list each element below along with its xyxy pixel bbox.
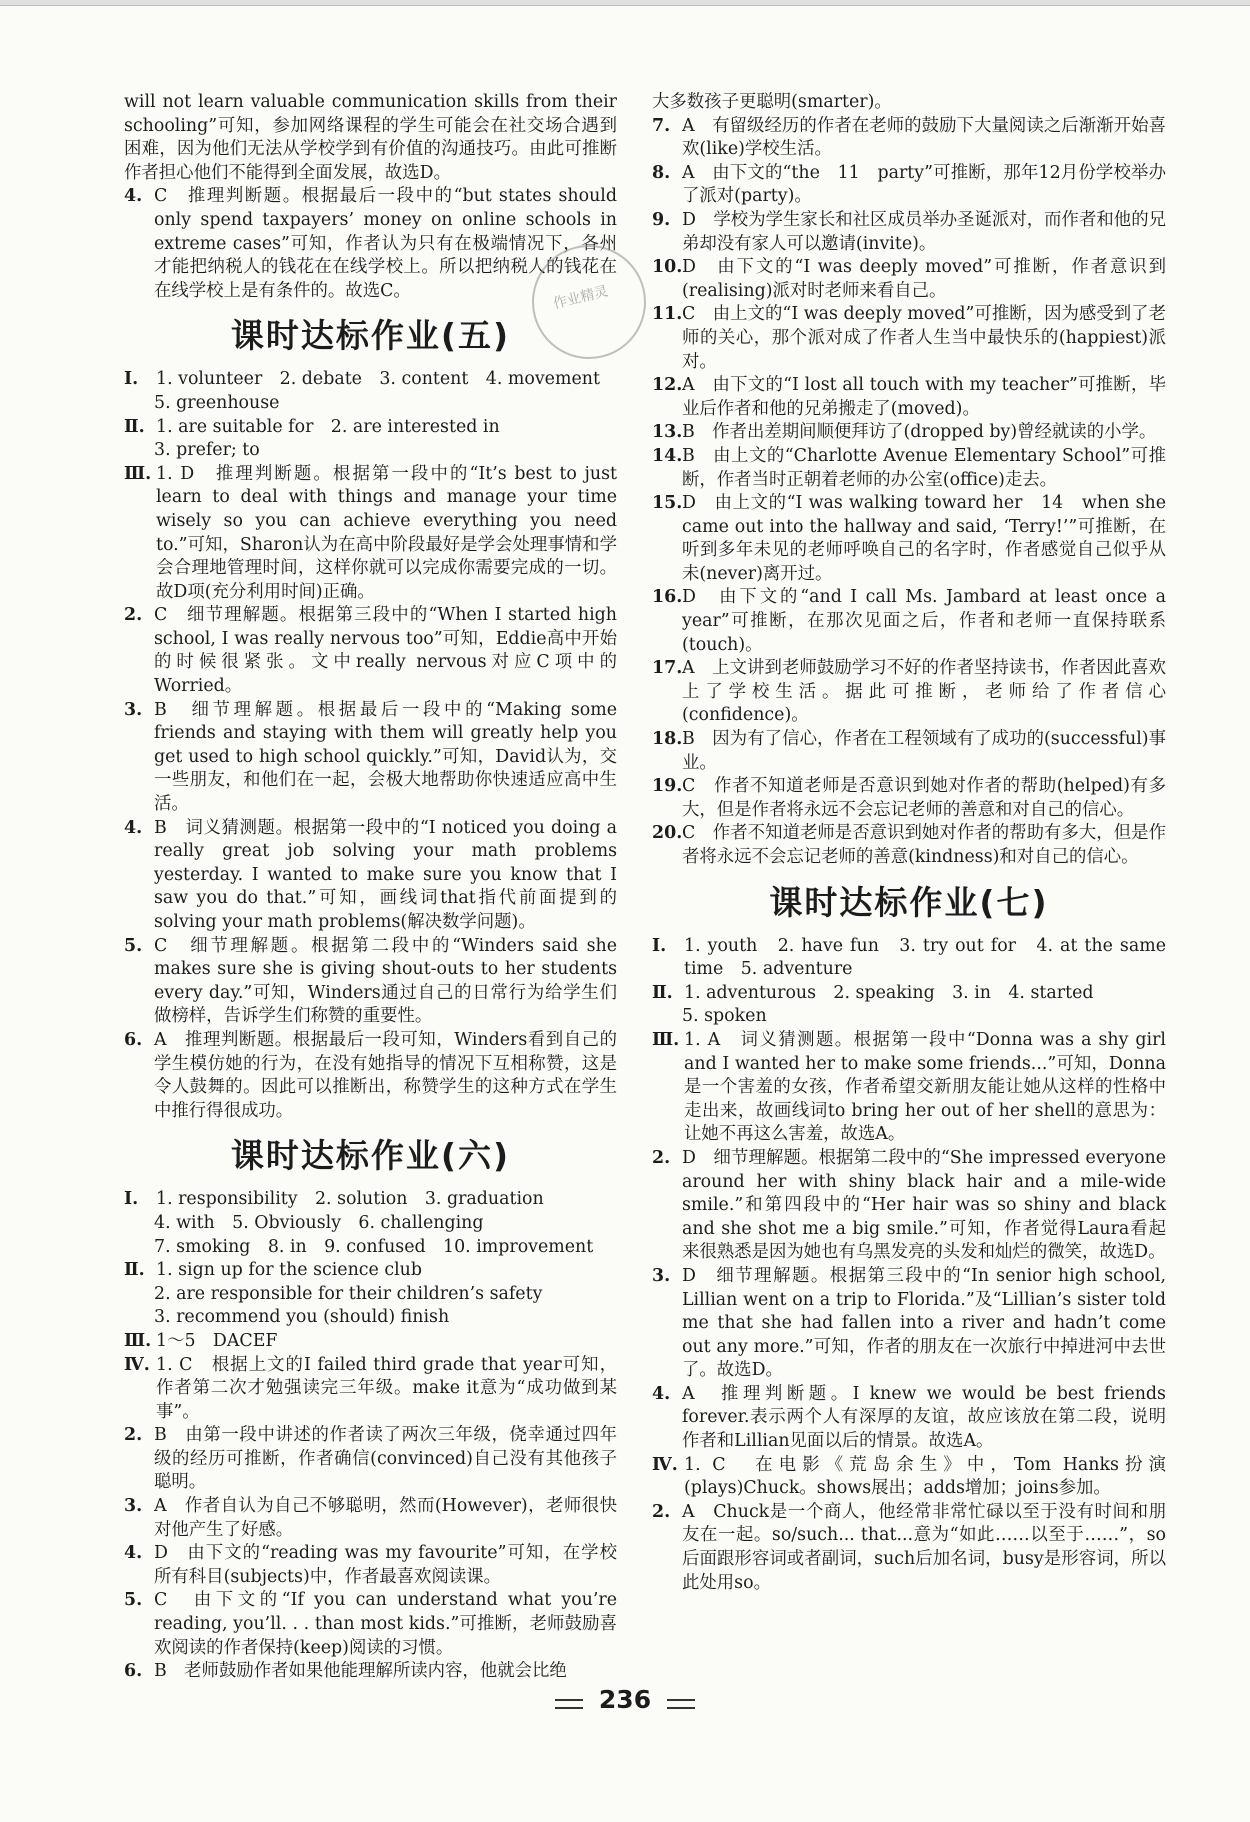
item-text: B 老师鼓励作者如果他能理解所读内容，他就会比绝: [154, 1661, 567, 1682]
answer-item: [652, 775, 1166, 822]
item-text: 1～5 DACEF: [156, 1330, 278, 1351]
item-text: A 推理判断题。根据最后一段可知，Winders看到自己的学生模仿她的行为，在没有她指导的情况下互相称赞，这是令人鼓舞的。因此可以推断出，称赞学生的这种方式在学生中推行得很成功。: [154, 1029, 617, 1121]
item-text: B 因为有了信心，作者在工程领域有了成功的(successful)事业。: [682, 729, 1166, 773]
section-part: [124, 368, 617, 392]
answer-item: [652, 1265, 1166, 1383]
section-part: [652, 982, 1166, 1006]
item-text: C 细节理解题。根据第三段中的“When I started high school, I was really nervous too”可知，Eddie高中开始的时候很紧张。文中really nervous对应C项中的Worried。: [154, 605, 617, 697]
item-text: B 作者出差期间顺便拜访了(dropped by)曾经就读的小学。: [682, 422, 1157, 443]
item-text: C 推理判断题。根据最后一段中的“but states should only spend taxpayers’ money on online schools in extreme cases”可知，作者认为只有在极端情况下，各州才能把纳税人的钱花在在线学校上。所以把纳税人的钱花在在线学校上是有条件的。故选C。: [154, 186, 617, 301]
item-text: 1. sign up for the science club: [156, 1260, 422, 1281]
continued-text: 大多数孩子更聪明(smarter)。: [652, 92, 892, 112]
answer-line: 5. spoken: [682, 1006, 767, 1027]
answer-item: [124, 935, 617, 1029]
item-text: D 由下文的“I was deeply moved”可推断，作者意识到(realising)派对时老师来看自己。: [682, 257, 1166, 301]
answer-item: [124, 1495, 617, 1542]
section-heading: 课时达标作业(七): [769, 882, 1049, 922]
answer-item: [652, 822, 1166, 869]
item-number: 10.: [652, 257, 683, 278]
item-number: 7.: [652, 115, 671, 136]
item-text: C 由上文的“I was deeply moved”可推断，因为感受到了老师的关心，那个派对成了作者人生当中最快乐的(happiest)派对。: [682, 304, 1166, 372]
item-number: Ⅱ.: [124, 416, 145, 437]
item-number: 17.: [652, 658, 683, 679]
item-text: B 词义猜测题。根据第一段中的“I noticed you doing a really great job solving your math problems yesterday. I wanted to make sure you know that I saw you do that.”可知，画线词that指代前面提到的solving your math problems(解决数学问题)。: [154, 817, 617, 932]
item-number: Ⅳ.: [652, 1454, 678, 1475]
item-number: 4.: [652, 1383, 671, 1404]
item-text: 1. volunteer 2. debate 3. content 4. movement: [156, 369, 600, 390]
footer-rule-right: [667, 1699, 695, 1709]
answer-item: [124, 1589, 617, 1660]
item-text: A 由下文的“I lost all touch with my teacher”可推断，毕业后作者和他的兄弟搬走了(moved)。: [682, 375, 1166, 419]
item-number: Ⅱ.: [652, 982, 673, 1003]
page-number: 236: [598, 1685, 652, 1714]
answer-item: [124, 1660, 617, 1684]
item-text: 1. adventurous 2. speaking 3. in 4. started: [684, 982, 1094, 1003]
item-number: 4.: [124, 1543, 143, 1564]
item-number: 4.: [124, 817, 143, 838]
item-number: 2.: [124, 1425, 143, 1446]
item-number: Ⅲ.: [124, 1330, 152, 1351]
item-number: Ⅰ.: [652, 935, 667, 956]
item-text: 1. are suitable for 2. are interested in: [156, 416, 500, 437]
item-text: A 有留级经历的作者在老师的鼓励下大量阅读之后渐渐开始喜欢(like)学校生活。: [682, 115, 1166, 160]
section-part: [652, 935, 1166, 982]
answer-item: [124, 817, 617, 935]
item-text: D 细节理解题。根据第二段中的“She impressed everyone around her with shiny black hair and a mile-wide smile.”和第四段中的“Her hair was so shiny and black and she shot me a big smile.”可知，作者觉得Laura看起来很熟悉是因为她也有乌黑发亮的头发和灿烂的微笑，故选D。: [682, 1147, 1166, 1263]
item-text: 1. D 推理判断题。根据第一段中的“It’s best to just learn to deal with things and manage your time wisely so you can achieve everything you need to.”可知，Sharon认为在高中阶段最好是学会处理事情和学会合理地管理时间，这样你就可以完成你需要完成的一切。故D项(充分利用时间)正确。: [156, 463, 617, 602]
item-number: Ⅲ.: [124, 463, 152, 484]
item-number: 18.: [652, 729, 683, 750]
item-text: C 由下文的“If you can understand what you’re reading, you’ll. . . than most kids.”可推断，老师鼓励喜欢阅读的作者保持(keep)阅读的习惯。: [154, 1590, 617, 1658]
section-part: [652, 1029, 1166, 1147]
section-part: [124, 463, 617, 605]
item-number: 12.: [652, 375, 683, 396]
item-number: 16.: [652, 587, 683, 608]
footer-rule-left: [555, 1699, 583, 1709]
answer-item: [652, 657, 1166, 728]
item-number: 3.: [652, 1265, 671, 1286]
item-text: 1. youth 2. have fun 3. try out for 4. at the same time 5. adventure: [684, 935, 1166, 980]
answer-item: [652, 115, 1166, 162]
answer-line: 5. greenhouse: [154, 392, 280, 413]
item-number: Ⅰ.: [124, 369, 139, 390]
section-heading: 课时达标作业(六): [230, 1136, 511, 1176]
answer-item: [652, 256, 1166, 303]
section-heading: 课时达标作业(五): [230, 316, 511, 356]
item-number: 13.: [652, 422, 683, 443]
item-text: 1. C 在电影《荒岛余生》中，Tom Hanks扮演(plays)Chuck。shows展出；adds增加；joins参加。: [684, 1454, 1166, 1499]
item-text: 1. responsibility 2. solution 3. graduation: [156, 1189, 544, 1210]
item-number: 6.: [124, 1661, 143, 1682]
item-text: 1. C 根据上文的I failed third grade that year可知，作者第二次才勉强读完三年级。make it意为“成功做到某事”。: [156, 1354, 617, 1422]
item-number: 2.: [652, 1501, 671, 1522]
section-part: [124, 416, 617, 440]
answer-item: [124, 1029, 617, 1123]
item-number: 6.: [124, 1029, 143, 1050]
answer-item: [652, 162, 1166, 209]
item-text: B 细节理解题。根据最后一段中的“Making some friends and staying with them will greatly help you get used to high school quickly.”可知，David认为，交一些朋友，和他们在一起，会极大地帮助你快速适应高中生活。: [154, 699, 617, 815]
item-text: A Chuck是一个商人，他经常非常忙碌以至于没有时间和朋友在一起。so/such... that...意为“如此……以至于……”，so后面跟形容词或者副词，such后加名词，busy是形容词，所以此处用so。: [682, 1501, 1166, 1593]
answer-item: [124, 604, 617, 698]
section-part: [652, 1454, 1166, 1501]
item-number: 15.: [652, 493, 683, 514]
item-number: 14.: [652, 445, 683, 466]
item-text: D 由下文的“reading was my favourite”可知，在学校所有科目(subjects)中，作者最喜欢阅读课。: [154, 1543, 617, 1587]
answer-item: [124, 1542, 617, 1589]
item-number: 5.: [124, 1590, 143, 1611]
answer-item: [652, 728, 1166, 775]
item-text: 1. A 词义猜测题。根据第一段中“Donna was a shy girl and I wanted her to make some friends...”可知，Donna是一个害羞的女孩，作者希望交新朋友能让她从这样的性格中走出来，故画线词to bring her out of her shell的意思为：让她不再这么害羞，故选A。: [684, 1029, 1166, 1145]
answer-item: [652, 445, 1166, 492]
answer-line: 4. with 5. Obviously 6. challenging: [154, 1212, 484, 1233]
item-number: 20.: [652, 823, 683, 844]
item-number: 3.: [124, 699, 143, 720]
item-text: A 由下文的“the 11 party”可推断，那年12月份学校举办了派对(party)。: [682, 162, 1166, 207]
answer-item: [652, 586, 1166, 657]
section-part: [124, 1330, 617, 1354]
item-text: B 由第一段中讲述的作者读了两次三年级，侥幸通过四年级的经历可推断，作者确信(convinced)自己没有其他孩子聪明。: [154, 1425, 617, 1493]
item-number: 2.: [124, 605, 143, 626]
answer-item: [652, 209, 1166, 256]
answer-item: [652, 303, 1166, 374]
item-number: 9.: [652, 209, 671, 230]
item-text: D 学校为学生家长和社区成员举办圣诞派对，而作者和他的兄弟却没有家人可以邀请(invite)。: [682, 209, 1166, 254]
item-text: B 由上文的“Charlotte Avenue Elementary School”可推断，作者当时正朝着老师的办公室(office)走去。: [682, 445, 1166, 490]
top-rule: [0, 0, 1250, 6]
item-text: A 作者自认为自己不够聪明，然而(However)，老师很快对他产生了好感。: [154, 1496, 617, 1540]
item-text: D 由上文的“I was walking toward her 14 when she came out into the hallway and said, ‘Terry!’”可推断，在听到多年未见的老师呼唤自己的名字时，作者感觉自己似乎从未(never)离开过。: [682, 493, 1166, 584]
section-part: [124, 1354, 617, 1425]
answer-line: 3. prefer; to: [154, 440, 260, 461]
item-text: C 细节理解题。根据第二段中的“Winders said she makes sure she is giving shout-outs to her students every day.”可知，Winders通过自己的日常行为给学生们做榜样，告诉学生们称赞的重要性。: [154, 935, 617, 1027]
answer-item: [652, 1147, 1166, 1265]
item-number: 2.: [652, 1147, 671, 1168]
answer-item: [124, 1424, 617, 1495]
item-number: 4.: [124, 186, 143, 207]
item-number: 5.: [124, 935, 143, 956]
answer-line: 3. recommend you (should) finish: [154, 1307, 450, 1328]
answer-item: [652, 421, 1166, 445]
item-number: 8.: [652, 162, 671, 183]
answer-item: [652, 374, 1166, 421]
item-number: 11.: [652, 304, 683, 325]
section-part: [124, 1188, 617, 1212]
stamp-text: 作业精灵: [551, 283, 610, 313]
answer-item: [124, 699, 617, 817]
item-text: A 推理判断题。I knew we would be best friends forever.表示两个人有深厚的友谊，故应该放在第二段，说明作者和Lillian见面以后的情景。故选A。: [682, 1383, 1166, 1452]
item-text: C 作者不知道老师是否意识到她对作者的帮助有多大，但是作者将永远不会忘记老师的善意(kindness)和对自己的信心。: [682, 823, 1166, 867]
item-number: Ⅳ.: [124, 1354, 150, 1375]
item-text: C 作者不知道老师是否意识到她对作者的帮助(helped)有多大，但是作者将永远不会忘记老师的善意和对自己的信心。: [682, 776, 1166, 820]
item-number: Ⅰ.: [124, 1189, 139, 1210]
page-footer: [0, 1685, 1250, 1716]
answer-line: 7. smoking 8. in 9. confused 10. improvement: [154, 1236, 594, 1257]
section-part: [124, 1259, 617, 1283]
item-number: 3.: [124, 1496, 143, 1517]
item-number: Ⅲ.: [652, 1029, 680, 1050]
item-text: D 由下文的“and I call Ms. Jambard at least once a year”可推断，在那次见面之后，作者和老师一直保持联系(touch)。: [682, 587, 1166, 655]
answer-item: [652, 492, 1166, 586]
item-text: D 细节理解题。根据第三段中的“In senior high school, Lillian went on a trip to Florida.”及“Lillian’s sister told me that she had fallen into a river and hadn’t come out any more.”可知，作者的朋友在一次旅行中掉进河中去世了。故选D。: [682, 1265, 1166, 1381]
answer-line: 2. are responsible for their children’s safety: [154, 1283, 543, 1304]
answer-item: [652, 1383, 1166, 1454]
right-column: [652, 91, 1166, 1595]
item-text: A 上文讲到老师鼓励学习不好的作者坚持读书，作者因此喜欢上了学校生活。据此可推断，老师给了作者信心(confidence)。: [682, 658, 1166, 726]
item-number: 19.: [652, 776, 683, 797]
answer-item: [652, 1501, 1166, 1595]
continued-text: will not learn valuable communication skills from their schooling”可知，参加网络课程的学生可能会在社交场合遇到困难，因为他们无法从学校学到有价值的沟通技巧。由此可推断作者担心他们不能得到全面发展，故选D。: [124, 92, 617, 183]
item-number: Ⅱ.: [124, 1260, 145, 1281]
